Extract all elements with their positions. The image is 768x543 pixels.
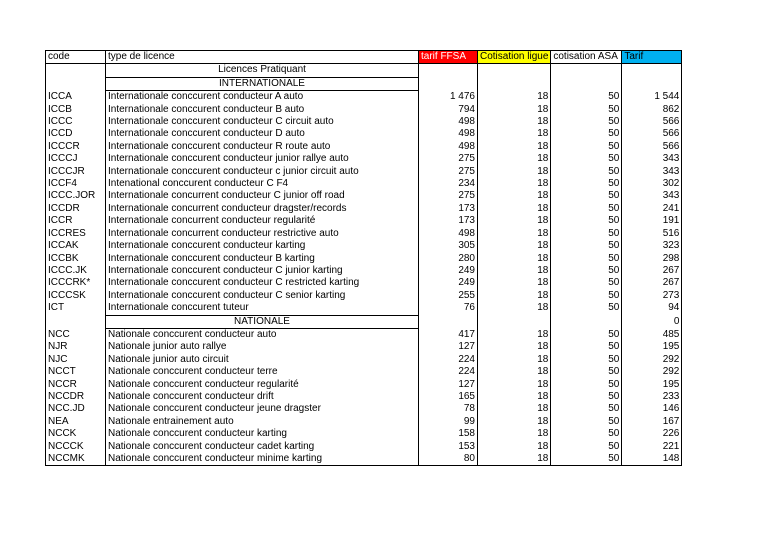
cell-empty[interactable]: [419, 64, 478, 77]
cell-tarif[interactable]: 302: [622, 178, 682, 190]
cell-code[interactable]: ICCF4: [46, 178, 106, 190]
table-row: [46, 166, 682, 178]
cell-type[interactable]: Internationale conccurent conducteur karting: [106, 240, 419, 252]
cell-asa[interactable]: 50: [551, 277, 622, 289]
cell-type[interactable]: Internationale concurrent conducteur regularité: [106, 215, 419, 227]
cell-code[interactable]: NCCCK: [46, 441, 106, 453]
cell-asa[interactable]: 50: [551, 428, 622, 440]
cell-ligue[interactable]: 18: [478, 228, 551, 240]
cell-empty[interactable]: [622, 77, 682, 90]
cell-empty[interactable]: [419, 315, 478, 328]
cell-ligue[interactable]: 18: [478, 379, 551, 391]
cell-type[interactable]: Internationale concurrent conducteur C junior off road: [106, 190, 419, 202]
cell-type[interactable]: Internationale conccurent conducteur c junior circuit auto: [106, 166, 419, 178]
cell-ligue[interactable]: 18: [478, 178, 551, 190]
table-row: [46, 341, 682, 353]
cell-asa[interactable]: 50: [551, 341, 622, 353]
cell-code[interactable]: ICCCR: [46, 141, 106, 153]
cell-ligue[interactable]: 18: [478, 141, 551, 153]
table-row: [46, 391, 682, 403]
cell-empty[interactable]: [478, 64, 551, 77]
cell-asa[interactable]: 50: [551, 403, 622, 415]
cell-tarif[interactable]: 485: [622, 328, 682, 341]
cell-tarif[interactable]: 1 544: [622, 91, 682, 104]
header-code[interactable]: code: [46, 51, 106, 64]
table-row: [46, 253, 682, 265]
cell-ffsa[interactable]: 127: [419, 341, 478, 353]
table-row: [46, 416, 682, 428]
cell-code[interactable]: ICCDR: [46, 203, 106, 215]
header-tarif-ffsa[interactable]: tarif FFSA: [419, 51, 478, 64]
cell-asa[interactable]: 50: [551, 416, 622, 428]
cell-ffsa[interactable]: 417: [419, 328, 478, 341]
header-cotisation-asa[interactable]: cotisation ASA: [551, 51, 622, 64]
table-row: [46, 265, 682, 277]
cell-type[interactable]: Internationale conccurent conducteur B karting: [106, 253, 419, 265]
cell-asa[interactable]: 50: [551, 215, 622, 227]
cell-tarif[interactable]: 226: [622, 428, 682, 440]
cell-empty[interactable]: [478, 315, 551, 328]
cell-tarif[interactable]: 146: [622, 403, 682, 415]
cell-asa[interactable]: 50: [551, 190, 622, 202]
cell-asa[interactable]: 50: [551, 91, 622, 104]
table-row: [46, 228, 682, 240]
cell-type[interactable]: Nationale junior auto circuit: [106, 354, 419, 366]
table-row: [46, 379, 682, 391]
cell-ligue[interactable]: 18: [478, 403, 551, 415]
cell-type[interactable]: Nationale conccurent conducteur karting: [106, 428, 419, 440]
group-title[interactable]: INTERNATIONALE: [106, 77, 419, 90]
table-row: [46, 128, 682, 140]
table-row: [46, 290, 682, 302]
cell-asa[interactable]: 50: [551, 366, 622, 378]
cell-ffsa[interactable]: 794: [419, 104, 478, 116]
cell-empty[interactable]: [478, 77, 551, 90]
cell-asa[interactable]: 50: [551, 104, 622, 116]
cell-ligue[interactable]: 18: [478, 215, 551, 227]
cell-tarif[interactable]: 148: [622, 453, 682, 466]
cell-type[interactable]: Nationale conccurent conducteur regularité: [106, 379, 419, 391]
cell-code[interactable]: NCCR: [46, 379, 106, 391]
cell-ffsa[interactable]: 173: [419, 203, 478, 215]
cell-code[interactable]: ICCD: [46, 128, 106, 140]
cell-code[interactable]: NCCMK: [46, 453, 106, 466]
cell-empty[interactable]: [46, 315, 106, 328]
cell-ffsa[interactable]: 127: [419, 379, 478, 391]
cell-ligue[interactable]: 18: [478, 391, 551, 403]
cell-ffsa[interactable]: 224: [419, 366, 478, 378]
table-row: [46, 403, 682, 415]
cell-ffsa[interactable]: 498: [419, 116, 478, 128]
cell-empty[interactable]: [551, 315, 622, 328]
cell-tarif[interactable]: 221: [622, 441, 682, 453]
cell-ffsa[interactable]: 158: [419, 428, 478, 440]
cell-type[interactable]: Nationale conccurent conducteur minime karting: [106, 453, 419, 466]
table-row: [46, 190, 682, 202]
cell-code[interactable]: ICCRES: [46, 228, 106, 240]
cell-code[interactable]: NCCT: [46, 366, 106, 378]
cell-asa[interactable]: 50: [551, 453, 622, 466]
cell-ffsa[interactable]: 173: [419, 215, 478, 227]
cell-ligue[interactable]: 18: [478, 253, 551, 265]
cell-code[interactable]: NCC: [46, 328, 106, 341]
cell-code[interactable]: NCCDR: [46, 391, 106, 403]
cell-ffsa[interactable]: 305: [419, 240, 478, 252]
cell-type[interactable]: Internationale conccurent conducteur junior rallye auto: [106, 153, 419, 165]
cell-tarif[interactable]: 273: [622, 290, 682, 302]
cell-asa[interactable]: 50: [551, 253, 622, 265]
cell-tarif[interactable]: 516: [622, 228, 682, 240]
cell-code[interactable]: ICCC.JOR: [46, 190, 106, 202]
cell-ffsa[interactable]: 498: [419, 128, 478, 140]
cell-code[interactable]: ICCCRK*: [46, 277, 106, 289]
cell-ligue[interactable]: 18: [478, 328, 551, 341]
cell-ligue[interactable]: 18: [478, 166, 551, 178]
cell-asa[interactable]: 50: [551, 328, 622, 341]
cell-tarif[interactable]: 292: [622, 366, 682, 378]
cell-asa[interactable]: 50: [551, 302, 622, 315]
cell-ligue[interactable]: 18: [478, 302, 551, 315]
cell-asa[interactable]: 50: [551, 240, 622, 252]
table-row: [46, 366, 682, 378]
cell-code[interactable]: ICCAK: [46, 240, 106, 252]
cell-ffsa[interactable]: 249: [419, 265, 478, 277]
cell-ffsa[interactable]: 275: [419, 190, 478, 202]
cell-code[interactable]: ICCA: [46, 91, 106, 104]
cell-ffsa[interactable]: 498: [419, 228, 478, 240]
cell-code[interactable]: ICT: [46, 302, 106, 315]
group-title-row: [46, 315, 682, 328]
cell-ligue[interactable]: 18: [478, 240, 551, 252]
cell-ligue[interactable]: 18: [478, 416, 551, 428]
licence-table: [45, 50, 682, 466]
cell-empty[interactable]: [419, 77, 478, 90]
cell-tarif[interactable]: 195: [622, 379, 682, 391]
table-row: [46, 104, 682, 116]
table-row: [46, 91, 682, 104]
cell-type[interactable]: Intenational conccurent conducteur C F4: [106, 178, 419, 190]
cell-ffsa[interactable]: 255: [419, 290, 478, 302]
cell-ffsa[interactable]: 80: [419, 453, 478, 466]
header-type[interactable]: type de licence: [106, 51, 419, 64]
cell-ligue[interactable]: 18: [478, 91, 551, 104]
cell-ffsa[interactable]: 153: [419, 441, 478, 453]
table-row: [46, 116, 682, 128]
cell-type[interactable]: Internationale conccurent conducteur C junior karting: [106, 265, 419, 277]
cell-tarif[interactable]: 323: [622, 240, 682, 252]
cell-asa[interactable]: 50: [551, 166, 622, 178]
cell-tarif[interactable]: 0: [622, 315, 682, 328]
cell-code[interactable]: ICCBK: [46, 253, 106, 265]
cell-type[interactable]: Internationale concurrent conducteur restrictive auto: [106, 228, 419, 240]
cell-ligue[interactable]: 18: [478, 290, 551, 302]
cell-type[interactable]: Internationale conccurent conducteur R route auto: [106, 141, 419, 153]
cell-tarif[interactable]: 566: [622, 128, 682, 140]
cell-ligue[interactable]: 18: [478, 277, 551, 289]
cell-tarif[interactable]: 191: [622, 215, 682, 227]
cell-tarif[interactable]: 195: [622, 341, 682, 353]
cell-type[interactable]: Internationale conccurent conducteur C senior karting: [106, 290, 419, 302]
cell-ligue[interactable]: 18: [478, 453, 551, 466]
cell-tarif[interactable]: 566: [622, 116, 682, 128]
cell-ffsa[interactable]: 78: [419, 403, 478, 415]
cell-code[interactable]: NEA: [46, 416, 106, 428]
table-row: [46, 277, 682, 289]
table-row: [46, 215, 682, 227]
group-title[interactable]: NATIONALE: [106, 315, 419, 328]
cell-code[interactable]: NCCK: [46, 428, 106, 440]
table-row: [46, 178, 682, 190]
cell-asa[interactable]: 50: [551, 128, 622, 140]
cell-ffsa[interactable]: 275: [419, 166, 478, 178]
cell-ligue[interactable]: 18: [478, 104, 551, 116]
cell-asa[interactable]: 50: [551, 141, 622, 153]
cell-ligue[interactable]: 18: [478, 128, 551, 140]
table-row: [46, 428, 682, 440]
cell-ffsa[interactable]: 224: [419, 354, 478, 366]
cell-ligue[interactable]: 18: [478, 366, 551, 378]
cell-tarif[interactable]: 343: [622, 153, 682, 165]
cell-code[interactable]: NJC: [46, 354, 106, 366]
cell-type[interactable]: Internationale conccurent conducteur C restricted karting: [106, 277, 419, 289]
table-row: [46, 328, 682, 341]
cell-asa[interactable]: 50: [551, 290, 622, 302]
cell-asa[interactable]: 50: [551, 441, 622, 453]
section-title[interactable]: Licences Pratiquant: [106, 64, 419, 77]
cell-code[interactable]: NJR: [46, 341, 106, 353]
table-row: [46, 354, 682, 366]
cell-code[interactable]: ICCR: [46, 215, 106, 227]
cell-tarif[interactable]: 343: [622, 166, 682, 178]
table-row: [46, 141, 682, 153]
cell-ligue[interactable]: 18: [478, 441, 551, 453]
cell-empty[interactable]: [622, 64, 682, 77]
cell-asa[interactable]: 50: [551, 178, 622, 190]
cell-empty[interactable]: [551, 77, 622, 90]
cell-type[interactable]: Nationale entrainement auto: [106, 416, 419, 428]
cell-type[interactable]: Internationale conccurent conducteur A auto: [106, 91, 419, 104]
cell-code[interactable]: NCC.JD: [46, 403, 106, 415]
cell-type[interactable]: Nationale conccurent conducteur jeune dragster: [106, 403, 419, 415]
cell-type[interactable]: Nationale junior auto rallye: [106, 341, 419, 353]
table-row: [46, 240, 682, 252]
cell-tarif[interactable]: 233: [622, 391, 682, 403]
cell-tarif[interactable]: 343: [622, 190, 682, 202]
cell-code[interactable]: ICCC.JK: [46, 265, 106, 277]
cell-ffsa[interactable]: 275: [419, 153, 478, 165]
table-row: [46, 153, 682, 165]
group-title-row: [46, 77, 682, 90]
cell-type[interactable]: Internationale concurrent conducteur dragster/records: [106, 203, 419, 215]
cell-code[interactable]: ICCCJR: [46, 166, 106, 178]
table-row: [46, 441, 682, 453]
cell-tarif[interactable]: 267: [622, 277, 682, 289]
cell-asa[interactable]: 50: [551, 265, 622, 277]
cell-asa[interactable]: 50: [551, 153, 622, 165]
cell-empty[interactable]: [46, 77, 106, 90]
cell-ligue[interactable]: 18: [478, 190, 551, 202]
cell-tarif[interactable]: 167: [622, 416, 682, 428]
cell-ffsa[interactable]: 249: [419, 277, 478, 289]
cell-ligue[interactable]: 18: [478, 265, 551, 277]
cell-ffsa[interactable]: 165: [419, 391, 478, 403]
cell-type[interactable]: Internationale conccurent conducteur C circuit auto: [106, 116, 419, 128]
cell-type[interactable]: Nationale conccurent conducteur terre: [106, 366, 419, 378]
cell-type[interactable]: Nationale conccurent conducteur auto: [106, 328, 419, 341]
cell-ffsa[interactable]: 76: [419, 302, 478, 315]
cell-ligue[interactable]: 18: [478, 116, 551, 128]
cell-ligue[interactable]: 18: [478, 428, 551, 440]
cell-ffsa[interactable]: 234: [419, 178, 478, 190]
cell-asa[interactable]: 50: [551, 228, 622, 240]
table-row: [46, 203, 682, 215]
header-cotisation-ligue[interactable]: Cotisation ligue: [478, 51, 551, 64]
cell-type[interactable]: Nationale conccurent conducteur drift: [106, 391, 419, 403]
cell-tarif[interactable]: 241: [622, 203, 682, 215]
section-title-row: [46, 64, 682, 77]
cell-code[interactable]: ICCB: [46, 104, 106, 116]
cell-tarif[interactable]: 267: [622, 265, 682, 277]
cell-code[interactable]: ICCCSK: [46, 290, 106, 302]
cell-asa[interactable]: 50: [551, 354, 622, 366]
cell-ligue[interactable]: 18: [478, 203, 551, 215]
cell-asa[interactable]: 50: [551, 203, 622, 215]
cell-type[interactable]: Internationale conccurent conducteur B auto: [106, 104, 419, 116]
cell-type[interactable]: Nationale conccurent conducteur cadet karting: [106, 441, 419, 453]
cell-asa[interactable]: 50: [551, 379, 622, 391]
cell-tarif[interactable]: 94: [622, 302, 682, 315]
cell-tarif[interactable]: 292: [622, 354, 682, 366]
cell-ffsa[interactable]: 498: [419, 141, 478, 153]
cell-ffsa[interactable]: 99: [419, 416, 478, 428]
cell-code[interactable]: ICCCJ: [46, 153, 106, 165]
cell-tarif[interactable]: 566: [622, 141, 682, 153]
cell-ligue[interactable]: 18: [478, 354, 551, 366]
cell-ffsa[interactable]: 1 476: [419, 91, 478, 104]
cell-code[interactable]: ICCC: [46, 116, 106, 128]
cell-ligue[interactable]: 18: [478, 153, 551, 165]
table-row: [46, 453, 682, 466]
header-tarif[interactable]: Tarif: [622, 51, 682, 64]
cell-ligue[interactable]: 18: [478, 341, 551, 353]
cell-empty[interactable]: [551, 64, 622, 77]
cell-asa[interactable]: 50: [551, 391, 622, 403]
cell-type[interactable]: Internationale conccurent tuteur: [106, 302, 419, 315]
cell-ffsa[interactable]: 280: [419, 253, 478, 265]
table-row: [46, 302, 682, 315]
header-row: [46, 51, 682, 64]
cell-tarif[interactable]: 298: [622, 253, 682, 265]
cell-asa[interactable]: 50: [551, 116, 622, 128]
cell-tarif[interactable]: 862: [622, 104, 682, 116]
cell-empty[interactable]: [46, 64, 106, 77]
cell-type[interactable]: Internationale conccurent conducteur D auto: [106, 128, 419, 140]
